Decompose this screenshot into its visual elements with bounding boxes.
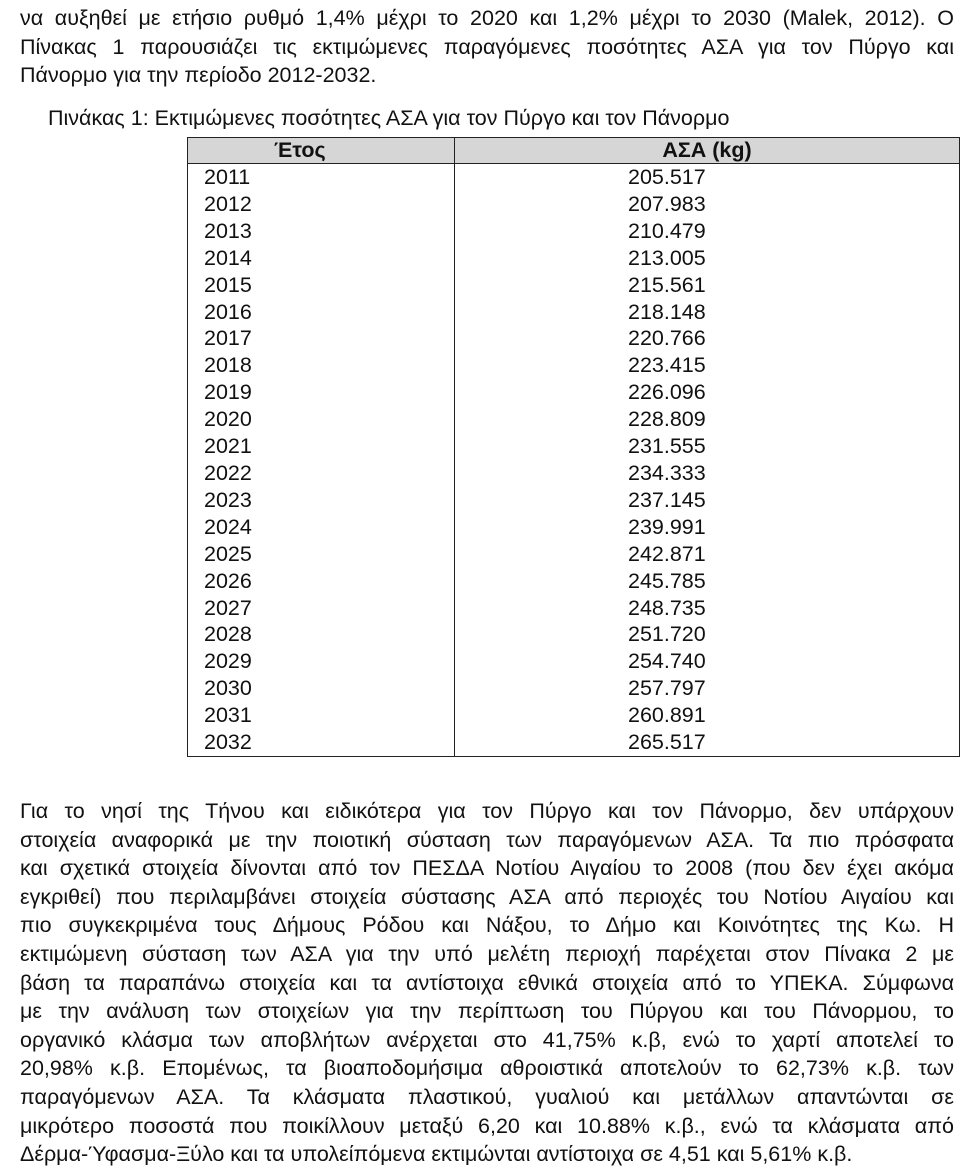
year-cell: 2015 [188,272,455,299]
table-row [188,406,960,433]
table-row [188,541,960,568]
year-cell: 2020 [188,406,455,433]
intro-line: Πίνακας 1 παρουσιάζει τις εκτιμώμενες παραγόμενες ποσότητες ΑΣΑ για τον Πύργο και [20,34,954,59]
year-cell: 2017 [188,325,455,352]
msw-value-cell: 228.809 [454,406,959,433]
msw-value-cell: 210.479 [454,218,959,245]
body-line: και σχετικά στοιχεία δίνονται από τον ΠΕΣΔΑ Νοτίου Αιγαίου το 2008 (που δεν έχει ακόμα [20,856,954,881]
table-row [188,433,960,460]
msw-value-cell: 207.983 [454,191,959,218]
msw-value-cell: 251.720 [454,621,959,648]
msw-value-cell: 231.555 [454,433,959,460]
year-cell: 2031 [188,702,455,729]
year-cell: 2022 [188,460,455,487]
year-cell: 2014 [188,245,455,272]
table-row [188,729,960,756]
year-cell: 2024 [188,514,455,541]
msw-value-cell: 223.415 [454,352,959,379]
table-caption: Πινάκας 1: Εκτιμώμενες ποσότητες ΑΣΑ για τον Πύργο και τον Πάνορμο [48,106,730,130]
table-row [188,299,960,326]
body-line: Δέρμα-Ύφασμα-Ξύλο και τα υπολείπόμενα εκτιμώνται αντίστοιχα σε 4,51 και 5,61% κ.β. [20,1142,853,1167]
msw-value-cell: 215.561 [454,272,959,299]
table-row [188,675,960,702]
msw-value-cell: 242.871 [454,541,959,568]
body-line: παραγόμενων ΑΣΑ. Τα κλάσματα πλαστικού, γυαλιού και μετάλλων απαντώνται σε [20,1084,954,1109]
body-line: 20,98% κ.β. Επομένως, τα βιοαποδομήσιμα αθροιστικά αποτελούν το 62,73% κ.β. των [20,1056,954,1081]
body-paragraph [20,797,954,1169]
msw-value-cell: 239.991 [454,514,959,541]
body-line: με την ανάλυση των στοιχείων για την περίπτωση του Πύργου και του Πάνορμου, το [20,999,954,1024]
body-line: στοιχεία αναφορικά με την ποιοτική σύσταση των παραγόμενων ΑΣΑ. Τα πιο πρόσφατα [20,827,954,852]
table-row [188,460,960,487]
year-cell: 2029 [188,648,455,675]
table-row [188,379,960,406]
intro-line: να αυξηθεί με ετήσιο ρυθμό 1,4% μέχρι το 2020 και 1,2% μέχρι το 2030 (Malek, 2012). Ο [20,6,954,30]
year-cell: 2011 [188,164,455,191]
year-cell: 2016 [188,299,455,326]
body-line: μικρότερο ποσοστά που ποικίλλουν μεταξύ 6,20 και 10.88% κ.β., ενώ τα κλάσματα από [20,1113,954,1138]
table-row [188,514,960,541]
body-line: οργανικό κλάσμα των αποβλήτων ανέρχεται στο 41,75% κ.β, ενώ το χαρτί αποτελεί το [20,1027,954,1052]
msw-value-cell: 220.766 [454,325,959,352]
table-row [188,272,960,299]
body-line: εγκριθεί) που περιλαμβάνει στοιχεία σύστασης ΑΣΑ από περιοχές του Νοτίου Αιγαίου και [20,884,954,909]
table-row [188,218,960,245]
year-cell: 2023 [188,487,455,514]
msw-value-cell: 218.148 [454,299,959,326]
header-msw-kg: ΑΣΑ (kg) [454,138,959,164]
msw-value-cell: 205.517 [454,164,959,191]
msw-value-cell: 237.145 [454,487,959,514]
msw-value-cell: 265.517 [454,729,959,756]
body-line: εκτιμώμενη σύσταση των ΑΣΑ για την υπό μελέτη περιοχή παρέχεται στον Πίνακα 2 με [20,941,954,966]
msw-value-cell: 260.891 [454,702,959,729]
table-header-row [188,138,960,164]
body-line: πιο συγκεκριμένα τους Δήμους Ρόδου και Νάξου, το Δήμο και Κοινότητες της Κω. Η [20,913,954,938]
table-row [188,702,960,729]
year-cell: 2028 [188,621,455,648]
year-cell: 2025 [188,541,455,568]
year-cell: 2012 [188,191,455,218]
msw-value-cell: 226.096 [454,379,959,406]
table-row [188,621,960,648]
msw-value-cell: 257.797 [454,675,959,702]
table-row [188,245,960,272]
intro-line: Πάνορμο για την περίοδο 2012-2032. [20,63,377,88]
table-row [188,325,960,352]
year-cell: 2030 [188,675,455,702]
year-cell: 2021 [188,433,455,460]
table-row [188,595,960,622]
table-row [188,164,960,191]
intro-paragraph [20,4,954,90]
year-cell: 2019 [188,379,455,406]
table-row [188,352,960,379]
msw-value-cell: 254.740 [454,648,959,675]
waste-quantity-table [187,137,960,757]
table-row [188,487,960,514]
table-row [188,568,960,595]
msw-value-cell: 245.785 [454,568,959,595]
year-cell: 2013 [188,218,455,245]
body-line: βάση τα παραπάνω στοιχεία και τα αντίστοιχα εθνικά στοιχεία από το ΥΠΕΚΑ. Σύμφωνα [20,970,954,995]
body-line: Για το νησί της Τήνου και ειδικότερα για τον Πύργο και τον Πάνορμο, δεν υπάρχουν [20,799,954,823]
year-cell: 2018 [188,352,455,379]
year-cell: 2026 [188,568,455,595]
msw-value-cell: 234.333 [454,460,959,487]
table-row [188,191,960,218]
year-cell: 2027 [188,595,455,622]
header-year: Έτος [188,138,455,164]
msw-value-cell: 248.735 [454,595,959,622]
year-cell: 2032 [188,729,455,756]
table-row [188,648,960,675]
msw-value-cell: 213.005 [454,245,959,272]
